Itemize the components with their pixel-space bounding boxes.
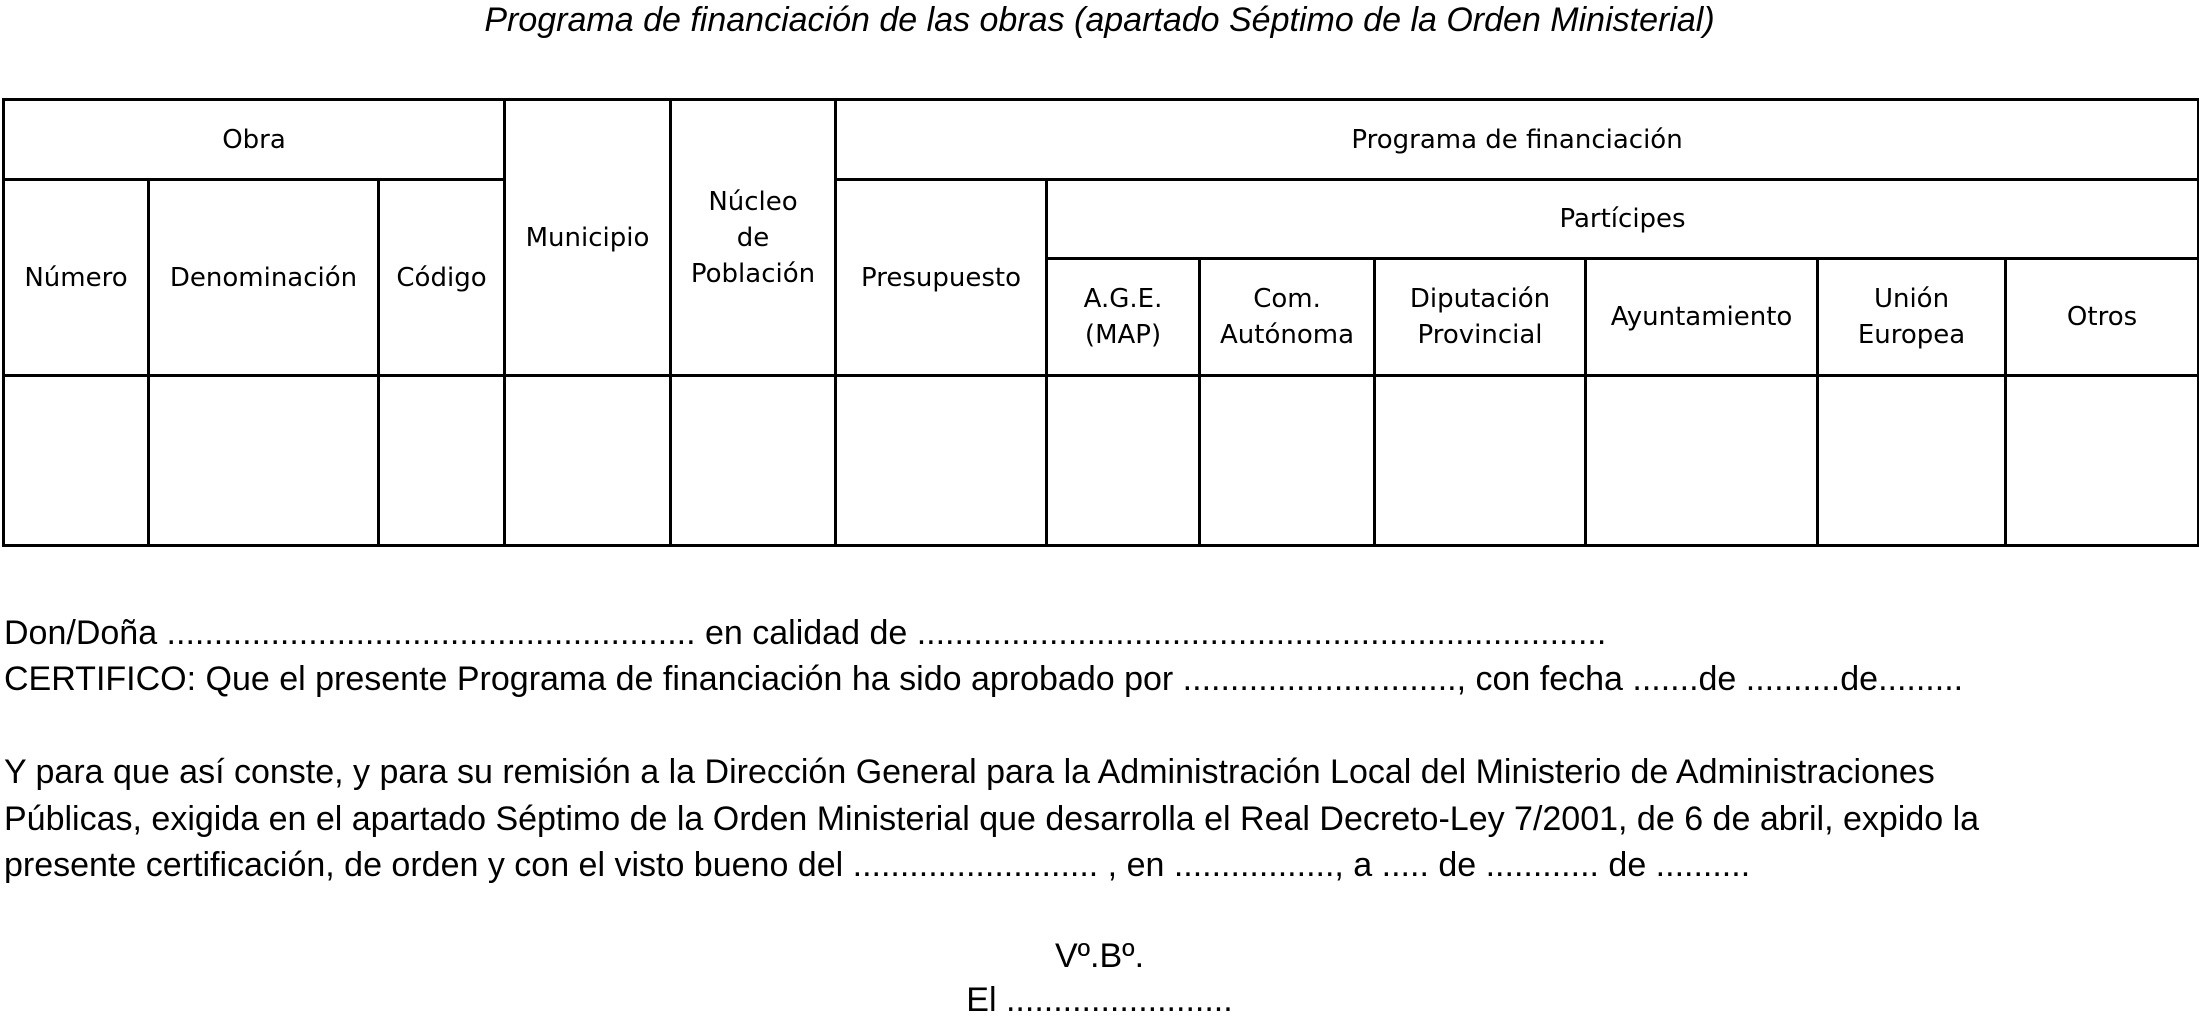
visto-bueno: Vº.Bº.: [1054, 937, 1145, 975]
table-cell: [4, 376, 149, 546]
paragraph-line-3: presente certificación, de orden y con el visto bueno del .......................... , en ................., a ..... de ............ de ..........: [4, 846, 1751, 884]
header-presupuesto: Presupuesto: [836, 180, 1047, 376]
paragraph-line-1: Y para que así conste, y para su remisión a la Dirección General para la Administración Local del Ministerio de Administraciones: [4, 753, 1935, 791]
header-com-autonoma: Com. Autónoma: [1200, 259, 1375, 376]
table-cell: [379, 376, 505, 546]
table-cell: [1047, 376, 1200, 546]
header-obra: Obra: [4, 100, 505, 180]
header-programa: Programa de financiación: [836, 100, 2199, 180]
table-cell: [1818, 376, 2006, 546]
page-title: Programa de financiación de las obras (apartado Séptimo de la Orden Ministerial): [484, 1, 1715, 39]
table-cell: [1375, 376, 1586, 546]
financing-table: [2, 98, 2199, 547]
table-cell: [1586, 376, 1818, 546]
header-ayuntamiento: Ayuntamiento: [1586, 259, 1818, 376]
header-participes: Partícipes: [1047, 180, 2199, 259]
header-codigo: Código: [379, 180, 505, 376]
paragraph-line-2: Públicas, exigida en el apartado Séptimo de la Orden Ministerial que desarrolla el Real Decreto-Ley 7/2001, de 6 de abril, expido la: [4, 800, 1980, 838]
header-numero: Número: [4, 180, 149, 376]
table-cell: [2006, 376, 2199, 546]
don-line: Don/Doña ........................................................ en calidad de .........................................................................: [4, 614, 1607, 652]
header-municipio: Municipio: [505, 100, 671, 376]
certifico-line: CERTIFICO: Que el presente Programa de financiación ha sido aprobado por ............................., con fecha .......de ..........de.........: [4, 660, 1964, 698]
table-cell: [1200, 376, 1375, 546]
table-cell: [149, 376, 379, 546]
header-age: A.G.E. (MAP): [1047, 259, 1200, 376]
header-nucleo: Núcleo de Población: [671, 100, 836, 376]
header-diputacion: Diputación Provincial: [1375, 259, 1586, 376]
table-cell: [836, 376, 1047, 546]
header-otros: Otros: [2006, 259, 2199, 376]
table-cell: [671, 376, 836, 546]
table-cell: [505, 376, 671, 546]
header-denominacion: Denominación: [149, 180, 379, 376]
signature-line: El ........................: [966, 981, 1233, 1019]
header-union-europea: Unión Europea: [1818, 259, 2006, 376]
